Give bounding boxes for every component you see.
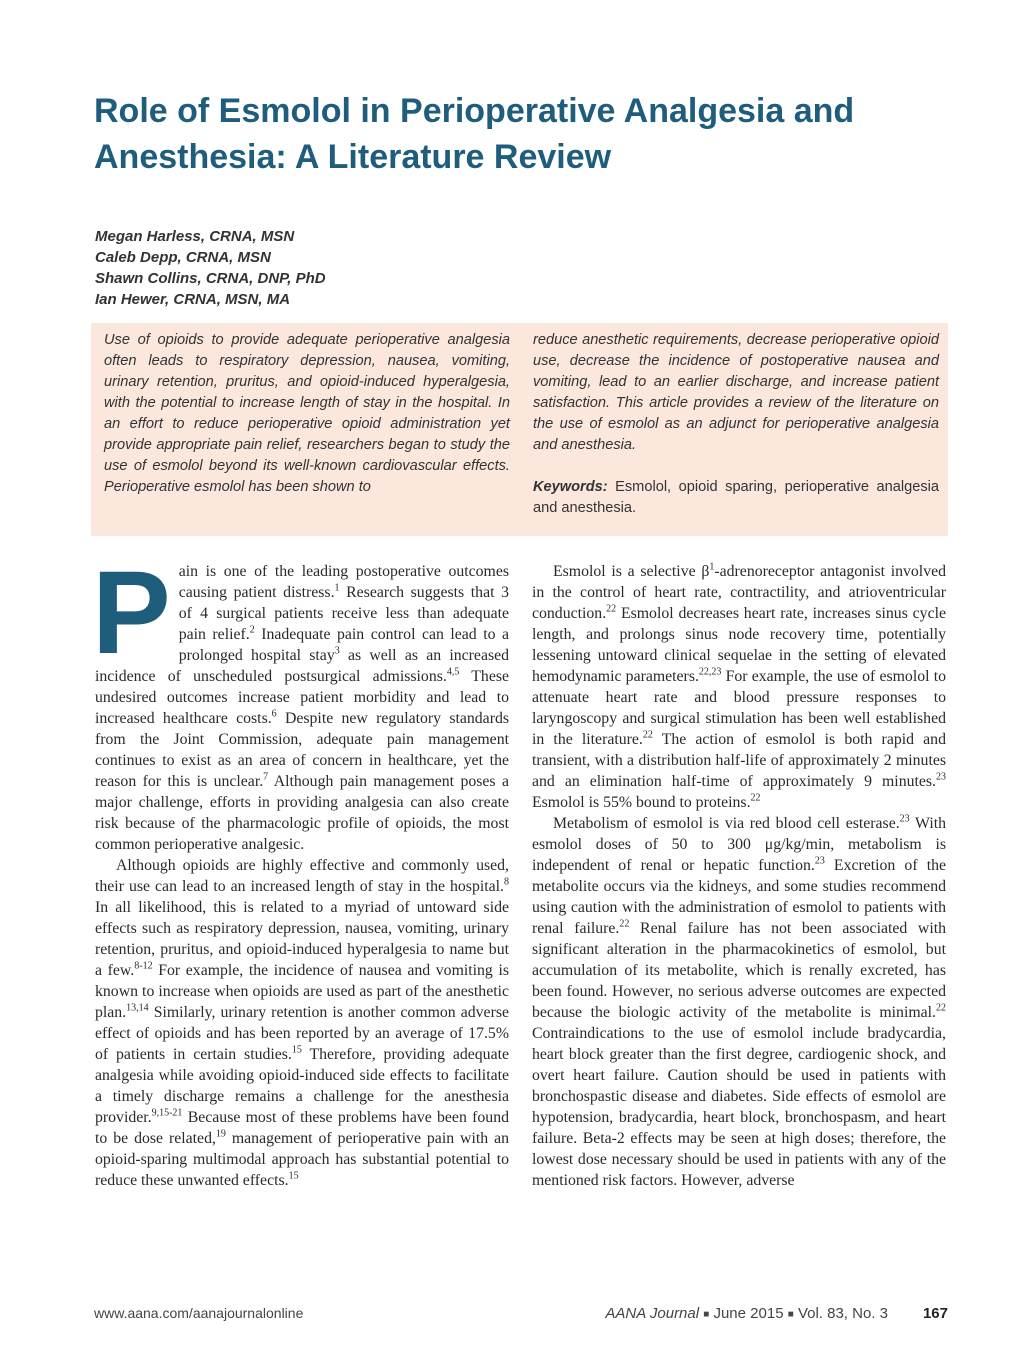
volume-issue: Vol. 83, No. 3	[797, 1305, 888, 1322]
abstract-column-right	[533, 330, 939, 519]
reference-superscript: 15	[288, 1170, 299, 1182]
author-list	[95, 226, 326, 310]
reference-superscript: 3	[334, 645, 340, 657]
reference-superscript: 8	[504, 876, 509, 888]
title-line-1: Role of Esmolol in Perioperative Analgesia and	[94, 92, 855, 130]
reference-superscript: 22	[750, 792, 761, 804]
author-name: Caleb Depp, CRNA, MSN	[95, 249, 271, 266]
title-line-2: Anesthesia: A Literature Review	[94, 138, 612, 176]
body-paragraph	[95, 855, 509, 1191]
reference-superscript: 8-12	[134, 960, 153, 972]
body-text: ain is one of the leading postoperative outcomes causing patient distress.	[178, 563, 509, 601]
reference-superscript: 23	[936, 771, 946, 783]
body-text: Despite new regulatory standards from the Joint Commission, adequate pain management continues to exist as an area of concern in healthcare, yet the reason for this is unclear.	[95, 710, 509, 790]
reference-superscript: 7	[263, 771, 269, 783]
body-column-left	[92, 547, 510, 1191]
body-text: Similarly, urinary retention is another common adverse effect of opioids and has been reported by an average of 17.5% of patients in certain studies.	[95, 1004, 509, 1063]
issue-date: June 2015	[713, 1305, 784, 1322]
reference-superscript: 9,15-21	[151, 1107, 183, 1119]
reference-superscript: 15	[291, 1044, 302, 1056]
body-text: Research suggests that 3 of 4 surgical patients receive less than adequate pain relief.	[178, 584, 509, 643]
reference-superscript: 13,14	[126, 1002, 149, 1014]
body-text: With esmolol doses of 50 to 300 μg/kg/min, metabolism is independent of renal or hepatic function.	[532, 815, 947, 874]
body-text: Although pain management poses a major challenge, efforts in providing analgesia can also create risk because of the pharmacologic profile of opioids, the most common perioperative analgesic.	[95, 773, 509, 853]
keywords-list: Esmolol, opioid sparing, perioperative analgesia and anesthesia.	[533, 479, 939, 516]
abstract-text-continued: reduce anesthetic requirements, decrease perioperative opioid use, decrease the incidence of postoperative nausea and vomiting, lead to an earlier discharge, and increase patient satisfaction. This article provides a review of the literature on the use of esmolol as an adjunct for perioperative analgesia and anesthesia.	[533, 332, 939, 453]
reference-superscript: 23	[814, 855, 825, 867]
keywords	[533, 477, 939, 519]
body-text: Esmolol is 55% bound to proteins.	[532, 794, 751, 811]
body-text: Esmolol decreases heart rate, increases sinus cycle length, and prolongs sinus node recovery time, potentially lessening untoward clinical sequelae in the setting of elevated hemodynamic parameters.	[532, 605, 946, 685]
article-title	[94, 88, 944, 180]
reference-superscript: 22	[642, 729, 653, 741]
body-text: Although opioids are highly effective and commonly used, their use can lead to an increased length of stay in the hospital.	[95, 857, 509, 895]
body-text: -adrenoreceptor antagonist involved in the control of heart rate, contractility, and atrioventricular conduction.	[532, 563, 946, 622]
body-text: management of perioperative pain with an opioid-sparing multimodal approach has substantial potential to reduce these unwanted effects.	[95, 1130, 509, 1189]
body-paragraph	[532, 813, 946, 1191]
body-text: Because most of these problems have been found to be dose related,	[95, 1109, 509, 1147]
body-column-right	[532, 561, 946, 1191]
reference-superscript: 22	[619, 918, 630, 930]
body-text: Metabolism of esmolol is via red blood cell esterase.	[553, 815, 900, 832]
body-text: Therefore, providing adequate analgesia while avoiding opioid-induced side effects to facilitate a timely discharge remains a challenge for the anesthesia provider.	[95, 1046, 509, 1126]
reference-superscript: 22	[936, 1002, 946, 1014]
body-text: Excretion of the metabolite occurs via the kidneys, and some studies recommend using caution with the administration of esmolol to patients with renal failure.	[532, 857, 946, 937]
body-text: Contraindications to the use of esmolol include bradycardia, heart block greater than the first degree, cardiogenic shock, and overt heart failure. Caution should be used in patients with bronchospastic disease and diabetes. Side effects of esmolol are hypotension, bradycardia, heart block, bronchospasm, and heart failure. Beta-2 effects may be seen at high doses; therefore, the lowest dose necessary should be used in patients with any of the mentioned risk factors. However, adverse	[532, 1025, 946, 1189]
body-text: The action of esmolol is both rapid and transient, with a distribution half-life of approximately 2 minutes and an elimination half-time of approximately 9 minutes.	[532, 731, 946, 790]
body-text: For example, the use of esmolol to attenuate heart rate and blood pressure responses to laryngoscopy and surgical stimulation has been well established in the literature.	[532, 668, 946, 748]
journal-name: AANA Journal	[605, 1305, 700, 1322]
reference-superscript: 4,5	[446, 666, 460, 678]
keywords-label: Keywords:	[533, 479, 608, 495]
abstract-text: Use of opioids to provide adequate perioperative analgesia often leads to respiratory depression, nausea, vomiting, urinary retention, pruritus, and opioid-induced hyperalgesia, with the potential to increase length of stay in the hospital. In an effort to reduce perioperative opioid administration yet provide appropriate pain relief, researchers began to study the use of esmolol beyond its well-known cardiovascular effects. Perioperative esmolol has been shown to	[104, 332, 510, 495]
separator-icon: ■	[703, 1309, 710, 1320]
reference-superscript: 23	[899, 813, 910, 825]
author-name: Megan Harless, CRNA, MSN	[95, 228, 295, 245]
author-name: Ian Hewer, CRNA, MSN, MA	[95, 291, 291, 308]
reference-superscript: 19	[215, 1128, 226, 1140]
author-name: Shawn Collins, CRNA, DNP, PhD	[95, 270, 326, 287]
body-text: as well as an increased incidence of unscheduled postsurgical admissions.	[95, 647, 510, 685]
body-text: For example, the incidence of nausea and vomiting is known to increase when opioids are used as part of the anesthetic plan.	[95, 962, 509, 1021]
reference-superscript: 1	[709, 561, 715, 573]
reference-superscript: 1	[334, 582, 340, 594]
body-text: In all likelihood, this is related to a myriad of untoward side effects such as respiratory depression, nausea, vomiting, urinary retention, pruritus, and opioid-induced hyperalgesia to name but a few.	[95, 899, 509, 979]
reference-superscript: 22	[606, 603, 617, 615]
body-paragraph	[92, 547, 510, 855]
body-paragraph	[532, 561, 946, 813]
body-text: Inadequate pain control can lead to a prolonged hospital stay	[178, 626, 510, 664]
page-number: 167	[922, 1305, 948, 1322]
abstract-column-left	[104, 330, 510, 498]
abstract-box	[91, 323, 948, 536]
body-text: These undesired outcomes increase patient morbidity and lead to increased healthcare costs.	[95, 668, 510, 727]
journal-url: www.aana.com/aanajournalonline	[94, 1305, 304, 1321]
reference-superscript: 22,23	[698, 666, 722, 678]
body-text: Esmolol is a selective β	[553, 563, 710, 580]
reference-superscript: 2	[249, 624, 255, 636]
reference-superscript: 6	[271, 708, 277, 720]
drop-cap: P	[92, 547, 171, 679]
journal-citation	[605, 1305, 888, 1322]
body-text: Renal failure has not been associated with significant alteration in the pharmacokinetics of esmolol, but accumulation of its metabolite, which is renally excreted, has been found. However, no serious adverse outcomes are expected because the biologic activity of the metabolite is minimal.	[532, 920, 946, 1021]
separator-icon: ■	[787, 1309, 794, 1320]
